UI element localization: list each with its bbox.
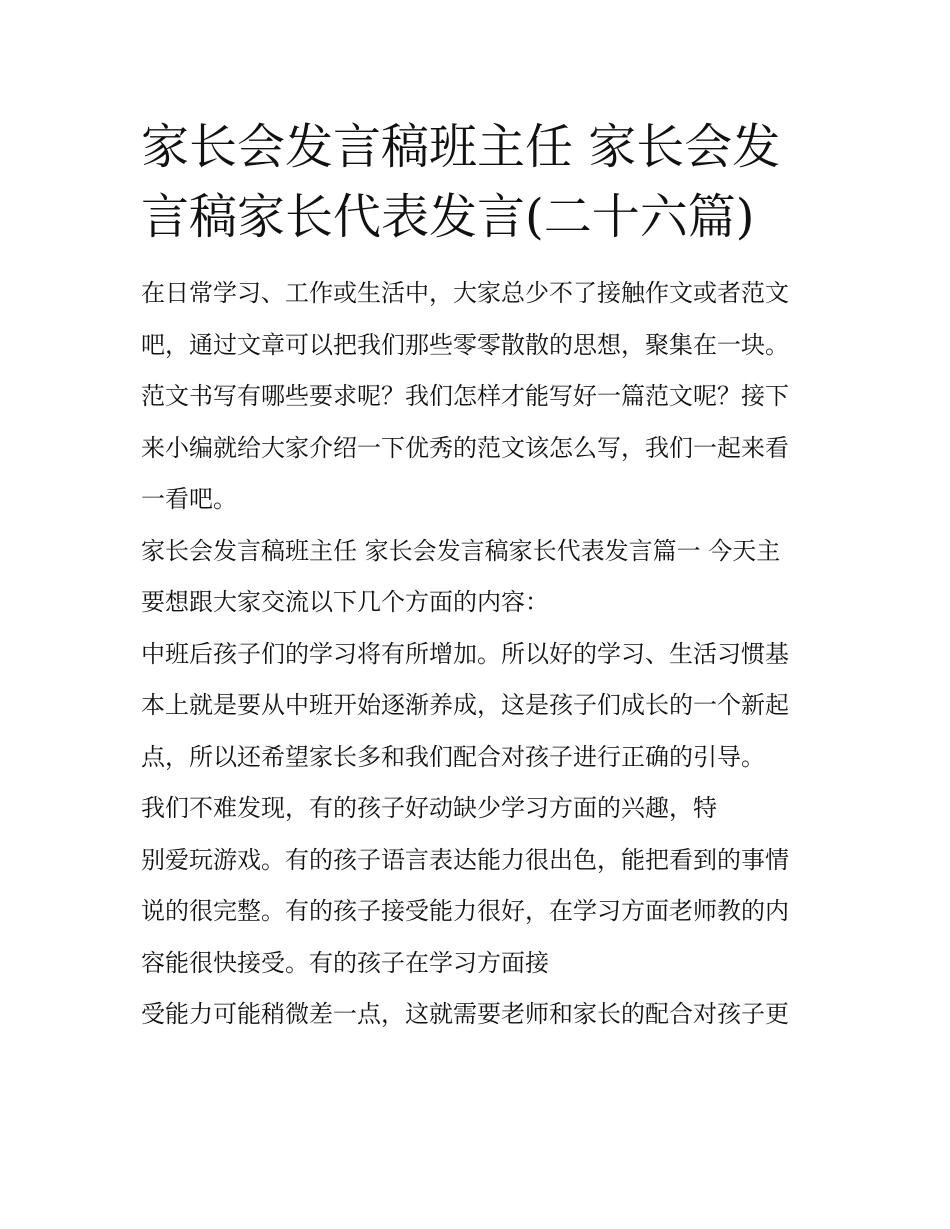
body-line: 别爱玩游戏。有的孩子语言表达能力很出色，能把看到的事情 — [141, 845, 789, 874]
body-line: 来小编就给大家介绍一下优秀的范文该怎么写，我们一起来看 — [141, 433, 789, 462]
body-line: 吧，通过文章可以把我们那些零零散散的思想，聚集在一块。 — [141, 330, 789, 359]
body-line: 我们不难发现，有的孩子好动缺少学习方面的兴趣，特 — [141, 794, 717, 822]
body-line: 中班后孩子们的学习将有所增加。所以好的学习、生活习惯基 — [141, 639, 789, 668]
body-line: 容能很快接受。有的孩子在学习方面接 — [141, 948, 549, 977]
document-content — [141, 112, 816, 1041]
body-line: 家长会发言稿班主任 家长会发言稿家长代表发言篇一 今天主 — [141, 536, 781, 565]
document-body — [141, 268, 816, 1041]
body-line: 要想跟大家交流以下几个方面的内容： — [141, 588, 549, 616]
body-line: 本上就是要从中班开始逐渐养成，这是孩子们成长的一个新起 — [141, 691, 789, 719]
body-line: 点，所以还希望家长多和我们配合对孩子进行正确的引导。 — [141, 742, 765, 771]
document-title — [141, 112, 816, 252]
body-line: 一看吧。 — [141, 485, 237, 513]
body-line: 说的很完整。有的孩子接受能力很好，在学习方面老师教的内 — [141, 897, 789, 925]
body-line: 受能力可能稍微差一点，这就需要老师和家长的配合对孩子更 — [141, 1000, 789, 1028]
title-line: 言稿家长代表发言(二十六篇) — [141, 189, 755, 245]
body-line: 在日常学习、工作或生活中，大家总少不了接触作文或者范文 — [141, 279, 789, 307]
title-line: 家长会发言稿班主任 家长会发 — [141, 119, 781, 175]
body-line: 范文书写有哪些要求呢？我们怎样才能写好一篇范文呢？接下 — [141, 382, 789, 410]
